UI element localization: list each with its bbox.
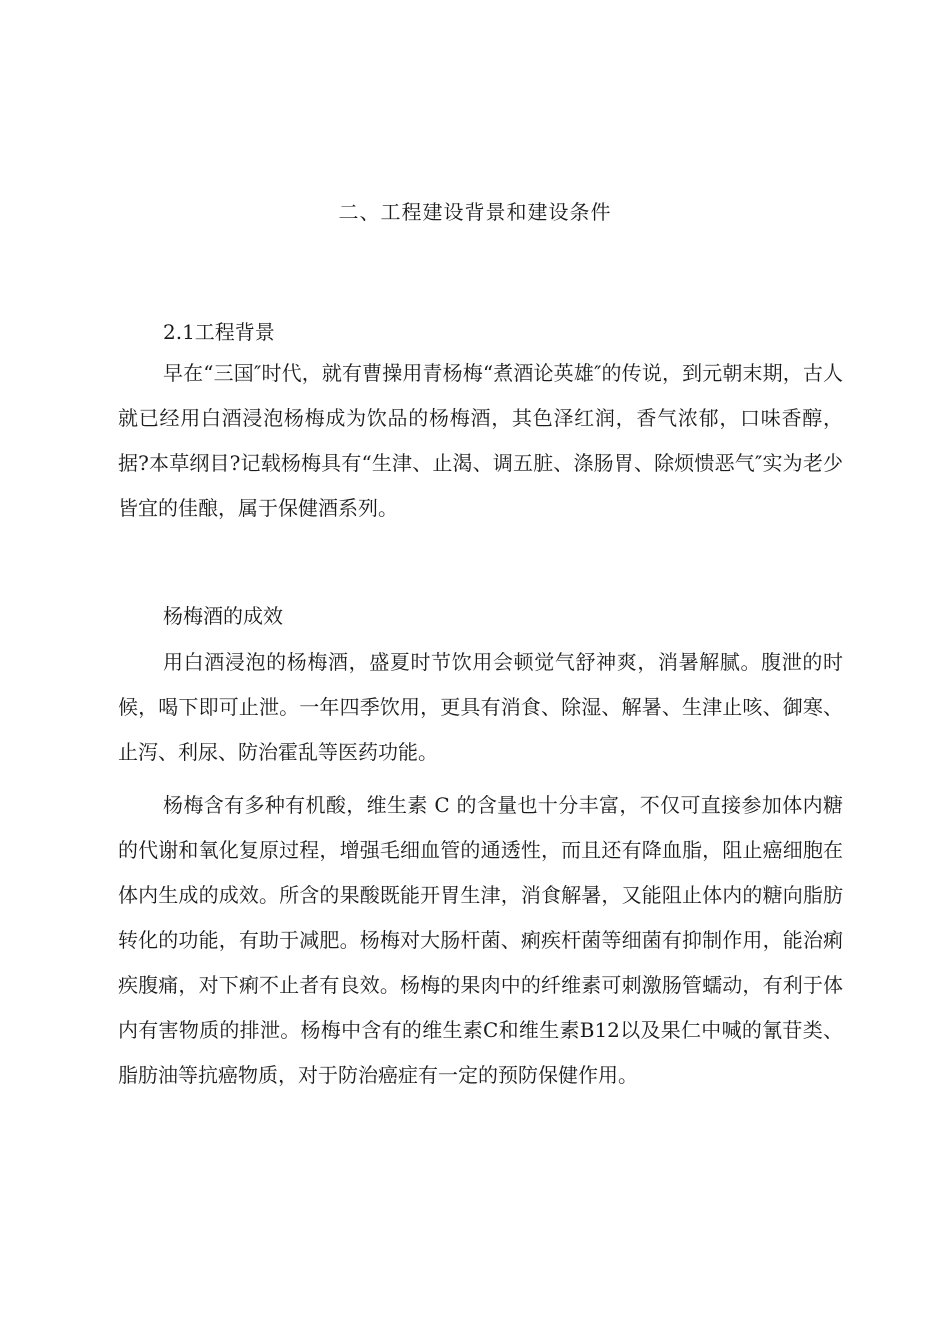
paragraph-nutrition: 杨梅含有多种有机酸，维生素 C 的含量也十分丰富，不仅可直接参加体内糖的代谢和氧化复原过程，增强毛细血管的通透性，而且还有降血脂，阻止癌细胞在体内生成的成效。所含的果酸既能开胃生津，消食解暑，又能阻止体内的糖向脂肪转化的功能，有助于减肥。杨梅对大肠杆菌、痢疾杆菌等细菌有抑制作用，能治痢疾腹痛，对下痢不止者有良效。杨梅的果肉中的纤维素可刺激肠管蠕动，有利于体内有害物质的排泄。杨梅中含有的维生素C和维生素B12以及果仁中喊的氰苷类、脂肪油等抗癌物质，对于防治癌症有一定的预防保健作用。 (118, 793, 843, 1087)
topic-heading: 杨梅酒的成效 (163, 604, 283, 628)
paragraph-effects: 用白酒浸泡的杨梅酒，盛夏时节饮用会顿觉气舒神爽，消暑解腻。腹泄的时候，喝下即可止泄。一年四季饮用，更具有消食、除湿、解暑、生津止咳、御寒、止泻、利尿、防治霍乱等医药功能。 (118, 650, 843, 764)
subsection-heading: 2.1工程背景 (163, 320, 275, 344)
paragraph-background: 早在“三国″时代，就有曹操用青杨梅“煮酒论英雄″的传说，到元朝末期，古人就已经用白酒浸泡杨梅成为饮品的杨梅酒，其色泽红润，香气浓郁，口味香醇，据?本草纲目?记载杨梅具有“生津、止渴、调五脏、涤肠胃、除烦愦恶气″实为老少皆宜的佳酿，属于保健酒系列。 (118, 361, 843, 520)
section-title: 二、工程建设背景和建设条件 (338, 200, 612, 224)
